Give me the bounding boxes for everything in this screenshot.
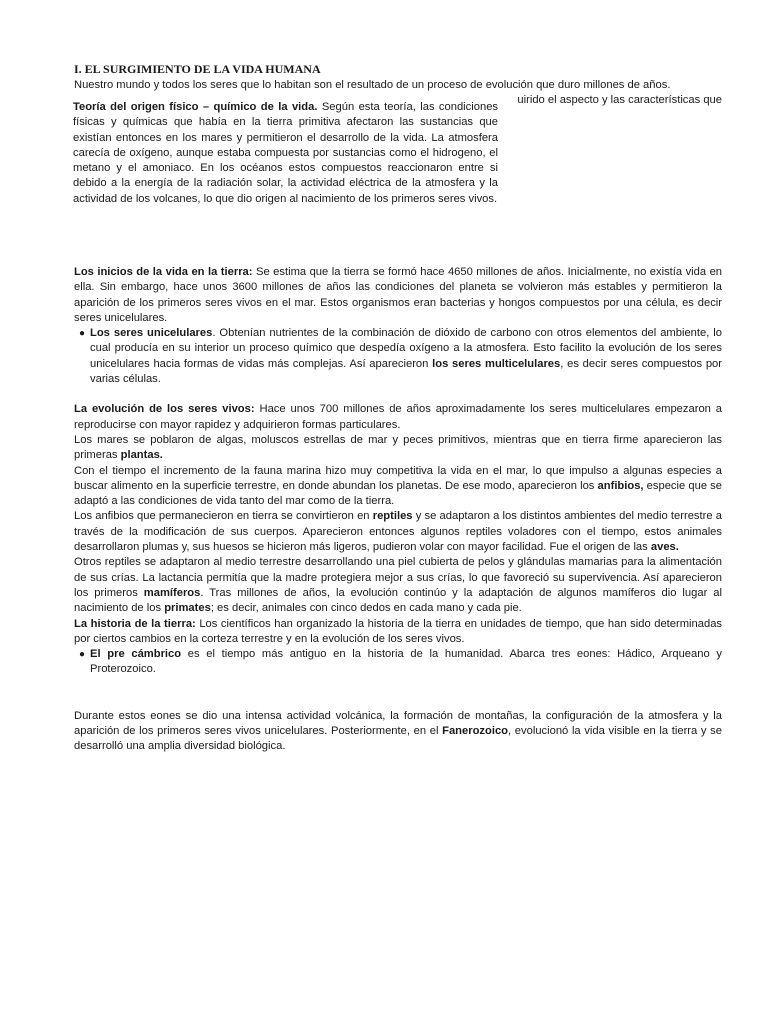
fauna-end: especie que se adaptó a las condiciones de vida tanto del mar como de la tierra. — [74, 479, 722, 508]
theory-heading: Teoría del origen físico – químico de la vida. — [73, 101, 318, 113]
precambrico-bold: El pre cámbrico — [90, 648, 182, 661]
historia-text: Los científicos han organizado la historia de la tierra en unidades de tiempo, que han sido determinadas por ciertos cambios en la corteza terrestre y en la evolución de los seres vivos. — [74, 617, 723, 645]
fauna-text: Con el tiempo el incremento de la fauna marina hizo muy competitiva la vida en el mar, lo que impulso a algunas especies a buscar alimento en la superficie terrestre, en donde abundan los planetas. De ese modo, aparecieron los — [74, 464, 722, 492]
reptiles-bold: reptiles — [372, 510, 413, 523]
reptiles-end: y se adaptaron a los distintos ambientes del medio terrestre a través de la modificación de sus cuerpos. Aparecieron entonces algunos reptiles voladores con el tiempo, estos animales desarrollaron plumas y, sus huesos se hicieron más ligeros, pudieron volar con mayor facilidad. Fue el origen de las — [74, 510, 722, 554]
inicios-heading: Los inicios de la vida en la tierra: — [74, 266, 253, 278]
fauna-paragraph — [74, 464, 722, 510]
inicios-text: Se estima que la tierra se formó hace 4650 millones de años. Inicialmente, no existía vida en ella. Sin embargo, hace unos 3600 millones de años las condiciones del planeta se volvieron más estables y permitieron la aparición de los primeros seres vivos en el mar. Estos organismos eran bacterias y hongos compuestos por una célula, es decir seres unicelulares. — [74, 266, 723, 324]
historia-heading: La historia de la tierra: — [74, 617, 196, 630]
aves-bold: aves. — [650, 541, 679, 554]
bullet-dot-icon: ● — [79, 328, 86, 340]
final-text: Durante estos eones se dio una intensa actividad volcánica, la formación de montañas, la configuración de la atmosfera y la aparición de los primeros seres vivos unicelulares. Posteriormente, en el — [74, 709, 722, 738]
primates-end: ; es decir, animales con cinco dedos en cada mano y cada pie. — [210, 602, 522, 615]
mamiferos-bold: mamíferos — [143, 586, 201, 599]
plantas-bold: plantas. — [120, 449, 163, 462]
intro-line-2: uirido el aspecto y las características que — [517, 94, 722, 106]
unicelulares-bold: Los seres unicelulares — [90, 327, 213, 340]
anfibios-bold: anfibios, — [597, 479, 644, 492]
evolucion-text: Hace unos 700 millones de años aproximadamente los seres multicelulares empezaron a reproducirse con mayor rapidez y adquirieron formas particulares. — [74, 403, 723, 431]
theory-text: Según esta teoría, las condiciones físicas y químicas que había en la tierra primitiva afectaron las sustancias que existían entonces en los mares y permitieron el desarrollo de la vida. La atmosfera carecía de oxígeno, aunque estaba compuesta por sustancias como el hidrogeno, el metano y el amoniaco. En los océanos estos compuestos reaccionaron entre si debido a la energía de la radiación solar, la actividad eléctrica de la atmosfera y la actividad de los volcanes, lo que dio origen al nacimiento de los primeros seres vivos. — [73, 101, 499, 205]
mamiferos-paragraph — [74, 555, 722, 616]
reptiles-text: Los anfibios que permanecieron en tierra se convirtieron en — [74, 510, 373, 523]
final-paragraph — [74, 709, 722, 755]
inicios-paragraph — [74, 265, 722, 326]
main-content — [74, 265, 722, 755]
final-end: , evolucionó la vida visible en la tierra y se desarrolló una amplia diversidad biológica. — [74, 725, 722, 753]
primates-bold: primates — [164, 602, 211, 615]
bullet-unicelulares — [74, 326, 722, 387]
multicelulares-text: , es decir seres compuestos por varias células. — [90, 357, 722, 386]
historia-paragraph — [74, 617, 722, 648]
theory-text-box — [64, 96, 504, 226]
mares-paragraph — [74, 433, 722, 464]
bullet-dot-icon: ● — [79, 649, 86, 661]
theory-paragraph — [73, 100, 498, 207]
mares-text: Los mares se poblaron de algas, moluscos estrellas de mar y peces primitivos, mientras que en tierra firme aparecieron las primeras — [74, 433, 722, 462]
evolucion-heading: La evolución de los seres vivos: — [74, 403, 255, 416]
bullet-precambrico — [74, 647, 722, 678]
page-title: I. EL SURGIMIENTO DE LA VIDA HUMANA — [74, 62, 321, 76]
unicelulares-text: . Obtenían nutrientes de la combinación de dióxido de carbono con otros elementos del ambiente, lo cual producía en su interior un proceso químico que despedía oxígeno a la atmosfera. Esto facilito la evolución de los seres unicelulares hacia formas de vidas más complejas. Así aparecieron — [90, 327, 722, 370]
multicelulares-bold: los seres multicelulares — [432, 357, 561, 370]
mamiferos-text: Otros reptiles se adaptaron al medio terrestre desarrollando una piel cubierta de pelos y glándulas mamarias para la alimentación de sus crías. La lactancia permitía que la madre protegiera mejor a sus crías, lo que favoreció su supervivencia. Así aparecieron los primeros — [74, 556, 722, 599]
evolucion-paragraph — [74, 402, 722, 433]
mamiferos-mid: . Tras millones de años, la evolución continúo y la adaptación de algunos mamíferos dio lugar al nacimiento de los — [74, 586, 722, 615]
precambrico-text: es el tiempo más antiguo en la historia de la humanidad. Abarca tres eones: Hádico, Arqueano y Proterozoico. — [90, 648, 722, 676]
fanerozoico-bold: Fanerozoico — [442, 725, 509, 738]
reptiles-paragraph — [74, 509, 722, 555]
intro-line-1: Nuestro mundo y todos los seres que lo habitan son el resultado de un proceso de evolución que duro millones de años. — [74, 79, 671, 91]
